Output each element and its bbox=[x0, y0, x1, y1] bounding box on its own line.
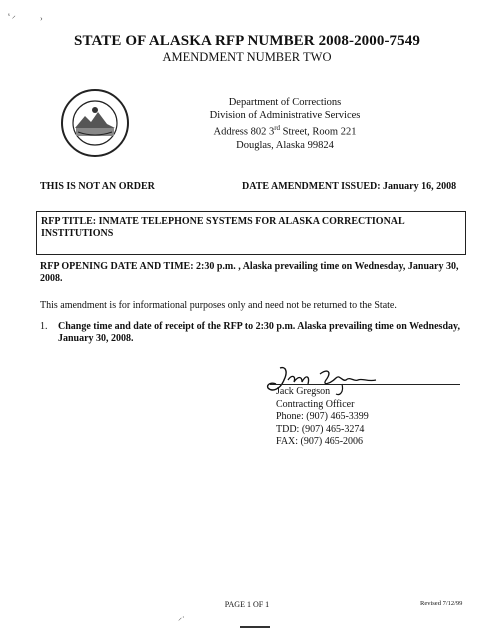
signer-phone: Phone: (907) 465-3399 bbox=[276, 411, 369, 422]
rfp-title-box: RFP TITLE: INMATE TELEPHONE SYSTEMS FOR ALASKA CORRECTIONAL INSTITUTIONS bbox=[36, 211, 466, 255]
scan-mark bbox=[240, 626, 270, 628]
revision-date: Revised 7/12/99 bbox=[420, 600, 463, 607]
rfp-opening-text: RFP OPENING DATE AND TIME: 2:30 p.m. , Alaska prevailing time on Wednesday, January 30, 2008. bbox=[40, 261, 459, 284]
amendment-item bbox=[40, 321, 470, 345]
signer-role: Contracting Officer bbox=[276, 398, 355, 410]
street-prefix: Address 802 3 bbox=[213, 126, 275, 138]
not-an-order-label: THIS IS NOT AN ORDER bbox=[40, 181, 155, 192]
amendment-item-text: Change time and date of receipt of the RFP to 2:30 p.m. Alaska prevailing time on Wednesday, January 30, 2008. bbox=[58, 321, 460, 344]
department-name: Department of Corrections bbox=[228, 97, 342, 108]
scan-mark: › bbox=[40, 14, 43, 23]
department-address bbox=[180, 96, 390, 152]
amendment-item-number: 1. bbox=[40, 321, 48, 332]
scan-mark: ⸝· bbox=[178, 613, 185, 622]
city-state-zip: Douglas, Alaska 99824 bbox=[236, 139, 334, 151]
street-address bbox=[180, 122, 390, 139]
state-seal-icon bbox=[60, 88, 130, 158]
signer-name: Jack Gregson bbox=[276, 386, 331, 397]
document-subtitle: AMENDMENT NUMBER TWO bbox=[162, 50, 332, 64]
date-issued-label: DATE AMENDMENT ISSUED: January 16, 2008 bbox=[242, 181, 457, 192]
document-title: STATE OF ALASKA RFP NUMBER 2008-2000-7549 bbox=[74, 33, 420, 49]
scan-mark: ˢ ⸝ bbox=[8, 11, 16, 20]
street-sup: rd bbox=[274, 124, 281, 132]
informational-note: This amendment is for informational purposes only and need not be returned to the State. bbox=[40, 300, 397, 311]
page-number: PAGE 1 OF 1 bbox=[224, 600, 270, 609]
signature-block bbox=[276, 386, 369, 449]
signature-line bbox=[270, 384, 460, 385]
signer-tdd: TDD: (907) 465-3274 bbox=[276, 423, 365, 435]
division-name: Division of Administrative Services bbox=[209, 110, 361, 121]
street-suffix: Street, Room 221 bbox=[280, 126, 357, 138]
signer-fax: FAX: (907) 465-2006 bbox=[276, 436, 364, 447]
